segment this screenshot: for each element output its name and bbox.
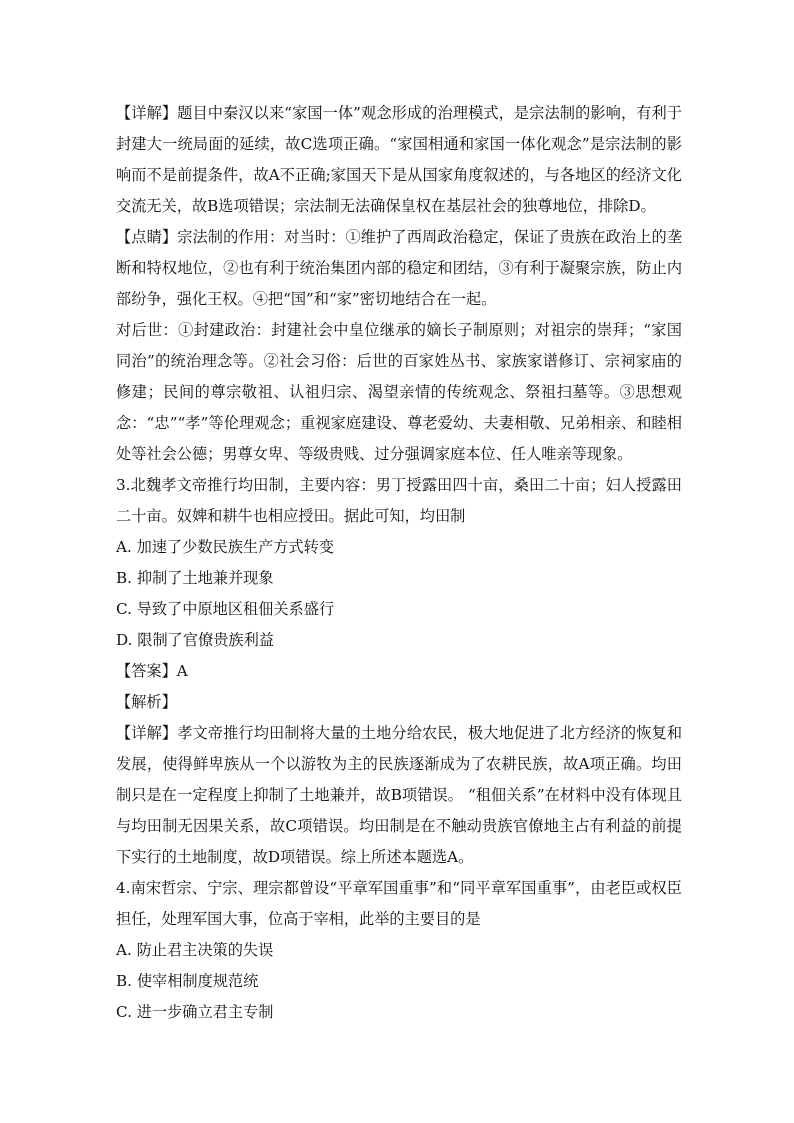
question-3-answer: 【答案】A: [116, 662, 188, 680]
paragraph-later-influence: 对后世：①封建政治：封建社会中皇位继承的嫡长子制原则；对祖宗的崇拜；“家国同治”的统治理念等。②社会习俗：后世的百家姓丛书、家族家谱修订、宗祠家庙的修建；民间的尊宗敬祖、认祖归宗、渴望亲情的传统观念、祭祖扫墓等。③思想观念：“忠”“孝”等伦理观念；重视家庭建设、尊老爱幼、夫妻相敬、兄弟相亲、和睦相处等社会公德；男尊女卑、等级贵贱、过分强调家庭本位、任人唯亲等现象。: [116, 321, 682, 463]
question-3-option-c: C. 导致了中原地区租佃关系盛行: [116, 600, 335, 618]
question-3-analysis-label: 【解析】: [116, 693, 177, 711]
question-4-stem: 4.南宋哲宗、宁宗、理宗都曾设“平章军国重事”和“同平章军国重事”，由老臣或权臣担任，处理军国大事，位高于宰相，此举的主要目的是: [116, 879, 682, 928]
question-4-option-b: B. 使宰相制度规范统: [116, 972, 259, 990]
question-3-stem: 3.北魏孝文帝推行均田制，主要内容：男丁授露田四十亩，桑田二十亩；妇人授露田二十亩。奴婢和耕牛也相应授田。据此可知，均田制: [116, 476, 682, 525]
paragraph-highlight: 【点睛】宗法制的作用：对当时：①维护了西周政治稳定，保证了贵族在政治上的垄断和特权地位，②也有利于统治集团内部的稳定和团结，③有利于凝聚宗族，防止内部纷争，强化王权。④把“国”和“家”密切地结合在一起。: [116, 228, 682, 308]
document-body: [116, 98, 682, 1028]
paragraph-detail-q2: 【详解】题目中秦汉以来“家国一体”观念形成的治理模式，是宗法制的影响，有利于封建大一统局面的延续，故C选项正确。“家国相通和家国一体化观念”是宗法制的影响而不是前提条件，故A不正确;家国天下是从国家角度叙述的，与各地区的经济文化交流无关，故B选项错误；宗法制无法确保皇权在基层社会的独尊地位，排除D。: [116, 104, 682, 215]
question-4-option-a: A. 防止君主决策的失误: [116, 941, 274, 959]
question-3-option-a: A. 加速了少数民族生产方式转变: [116, 538, 335, 556]
question-4-option-c: C. 进一步确立君主专制: [116, 1003, 274, 1021]
question-3-option-b: B. 抑制了土地兼并现象: [116, 569, 274, 587]
question-3-option-d: D. 限制了官僚贵族利益: [116, 631, 274, 649]
question-3-detail: 【详解】孝文帝推行均田制将大量的土地分给农民，极大地促进了北方经济的恢复和发展，使得鲜卑族从一个以游牧为主的民族逐渐成为了农耕民族，故A项正确。均田制只是在一定程度上抑制了土地兼并，故B项错误。 “租佃关系”在材料中没有体现且与均田制无因果关系，故C项错误。均田制是在不触动贵族官僚地主占有利益的前提下实行的土地制度，故D项错误。综上所述本题选A。: [116, 724, 682, 866]
